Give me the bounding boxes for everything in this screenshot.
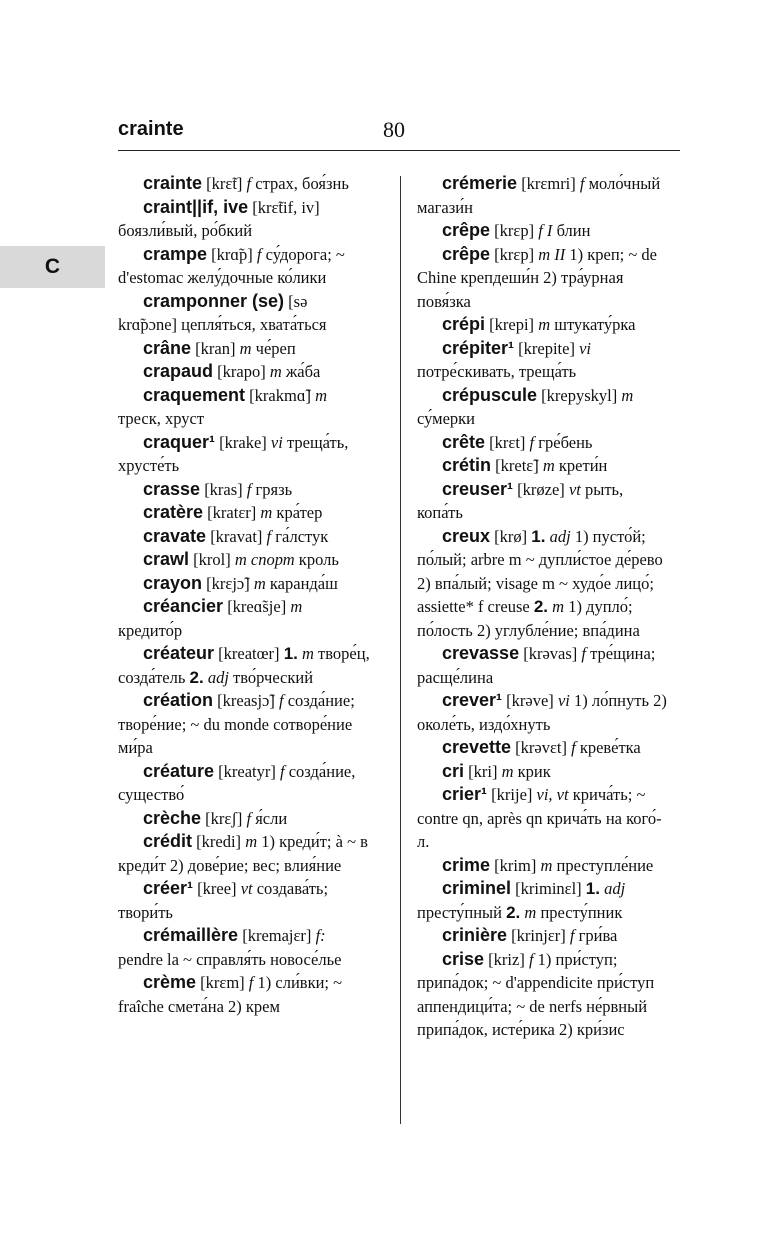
sense-grammar-label: adj xyxy=(604,879,626,898)
entry-pronunciation: [kriz] xyxy=(488,949,525,969)
dictionary-entry xyxy=(417,478,669,525)
dictionary-entry xyxy=(417,431,669,455)
dictionary-entry xyxy=(118,172,370,196)
running-head: crainte xyxy=(118,118,184,140)
entry-grammar-label: f xyxy=(246,479,252,499)
entry-grammar-label: f xyxy=(279,691,284,710)
entry-definition: га́лстук xyxy=(275,526,329,546)
dictionary-entry xyxy=(417,219,669,243)
entry-pronunciation: [kreatyr] xyxy=(218,761,276,781)
dictionary-entry xyxy=(417,877,669,924)
entry-grammar-label: vi, vt xyxy=(536,785,569,804)
dictionary-entry xyxy=(118,760,370,807)
entry-definition: жа́ба xyxy=(285,362,321,381)
dictionary-entry xyxy=(417,854,669,878)
dictionary-entry xyxy=(417,736,669,760)
dictionary-entry xyxy=(118,337,370,361)
entry-pronunciation: [krɛp] xyxy=(494,244,535,264)
entry-definition: боязли́вый, ро́бкий xyxy=(118,221,253,240)
dictionary-entry xyxy=(417,243,669,314)
entry-grammar-label: f xyxy=(571,738,576,757)
thumb-index-tab xyxy=(0,246,105,288)
entry-pronunciation: [kremajɛr] xyxy=(242,926,312,945)
entry-headword: crêpe xyxy=(442,220,491,240)
dictionary-entry xyxy=(118,501,370,525)
entry-grammar-label: m xyxy=(538,315,551,334)
entry-pronunciation: [krol] xyxy=(193,550,231,569)
entry-grammar-label: m xyxy=(540,855,553,875)
entry-headword: cri xyxy=(442,760,465,781)
dictionary-entry xyxy=(118,830,370,877)
entry-grammar-label: f xyxy=(528,949,534,969)
entry-pronunciation: [kravat] xyxy=(210,526,263,546)
entry-definition: создава́ть; твори́ть xyxy=(118,879,329,922)
entry-headword: crayon xyxy=(143,572,203,593)
entry-definition: я́сли xyxy=(255,808,288,828)
entry-definition: преступле́ние xyxy=(556,855,654,875)
sense-grammar-label: adj xyxy=(207,667,229,687)
sense-number: 1. xyxy=(531,526,546,546)
entry-definition: 1) сли́вки; ~ fraîche смета́на 2) крем xyxy=(118,973,343,1016)
entry-pronunciation: [krakmɑ̃] xyxy=(249,385,311,405)
sense-grammar-label: m xyxy=(552,597,565,616)
entry-headword: cravate xyxy=(143,525,207,546)
dictionary-entry xyxy=(417,642,669,689)
dictionary-entry xyxy=(417,313,669,337)
entry-definition: 1) ло́пнуть 2) околе́ть, издо́хнуть xyxy=(417,691,667,734)
entry-definition: треск, хруст xyxy=(118,409,205,428)
entry-definition: гре́бень xyxy=(538,432,593,452)
entry-headword: crépiter¹ xyxy=(442,337,515,358)
entry-headword: crampe xyxy=(143,243,208,264)
entry-definition: созда́ние; творе́ние; ~ du monde сотворе́ние ми́ра xyxy=(118,691,355,757)
entry-pronunciation: [krø] xyxy=(494,526,528,546)
entry-grammar-label: m xyxy=(621,385,634,405)
entry-grammar-label: m xyxy=(542,456,555,475)
entry-pronunciation: [kran] xyxy=(195,338,236,358)
entry-pronunciation: [krəvɛt] xyxy=(515,738,567,757)
dictionary-entry xyxy=(118,595,370,642)
entry-definition: 1) при́ступ; припа́док; ~ d'appendicite при́ступ аппендици́та; ~ de nerfs не́рвный припа́док, исте́рика 2) кри́зис xyxy=(417,949,655,1039)
entry-definition: гри́ва xyxy=(578,926,618,945)
sense-definition: престу́пник xyxy=(540,902,623,922)
sense-grammar-label: adj xyxy=(549,526,571,546)
sense-number: 1. xyxy=(585,879,600,898)
entry-definition: крети́н xyxy=(558,456,608,475)
entry-pronunciation: [kreatœr] xyxy=(218,644,280,663)
entry-headword: creux xyxy=(442,525,491,546)
entry-headword: crever¹ xyxy=(442,690,503,710)
entry-headword: créature xyxy=(143,760,215,781)
entry-definition: су́мерки xyxy=(417,409,475,428)
entry-definition: pendre la ~ справля́ть новосе́лье xyxy=(118,949,342,969)
entry-definition: кра́тер xyxy=(276,503,323,522)
entry-pronunciation: [kri] xyxy=(468,761,498,781)
dictionary-entry xyxy=(417,783,669,854)
sense-definition: творе́ц, созда́тель xyxy=(118,644,370,687)
entry-grammar-label: m II xyxy=(538,244,566,264)
right-column xyxy=(417,172,669,1042)
entry-grammar-label: m xyxy=(260,503,273,522)
entry-pronunciation: [krɛ̃t] xyxy=(206,174,243,193)
entry-definition: кроль xyxy=(298,550,339,569)
entry-pronunciation: [sə krɑ̃pɔne] xyxy=(118,291,308,334)
entry-pronunciation: [krapo] xyxy=(217,362,266,381)
entry-grammar-label: f: xyxy=(315,926,326,945)
sense-number: 2. xyxy=(533,597,549,616)
sense-number: 1. xyxy=(283,644,298,663)
sense-definition: 1) пусто́й; по́лый; arbre m ~ дупли́стое де́рево 2) впа́лый; visage m ~ худо́е лицо́; assiette* f creuse xyxy=(417,526,663,616)
entry-definition: потре́скивать, треща́ть xyxy=(417,362,577,381)
entry-headword: créer¹ xyxy=(143,878,194,898)
entry-headword: crier¹ xyxy=(442,784,488,804)
entry-grammar-label: f xyxy=(266,526,272,546)
entry-definition: блин xyxy=(556,221,591,240)
thumb-index-letter: C xyxy=(44,255,61,278)
entry-headword: creuser¹ xyxy=(442,478,514,499)
entry-definition: грязь xyxy=(255,479,293,499)
entry-headword: crêpe xyxy=(442,243,491,264)
entry-grammar-label: f xyxy=(569,926,575,945)
entry-grammar-label: m xyxy=(245,832,258,851)
entry-headword: crétin xyxy=(442,455,492,475)
entry-pronunciation: [krɛm] xyxy=(200,973,245,992)
entry-grammar-label: m спорт xyxy=(234,550,295,569)
entry-pronunciation: [krɑ̃p] xyxy=(211,244,253,264)
entry-headword: crise xyxy=(442,948,485,969)
entry-headword: criminel xyxy=(442,878,512,898)
entry-grammar-label: m xyxy=(239,338,252,358)
entry-pronunciation: [kreasjɔ̃] xyxy=(217,691,275,710)
dictionary-entry xyxy=(118,924,370,971)
entry-pronunciation: [kree] xyxy=(197,879,237,898)
entry-pronunciation: [krøze] xyxy=(517,479,565,499)
entry-grammar-label: m xyxy=(253,573,266,593)
entry-headword: crevasse xyxy=(442,643,520,663)
entry-pronunciation: [kriminɛl] xyxy=(515,879,582,898)
entry-grammar-label: f xyxy=(246,808,252,828)
entry-definition: су́дорога; ~ d'estomac желу́дочные ко́лики xyxy=(118,244,345,287)
entry-pronunciation: [krɛmri] xyxy=(521,174,576,193)
left-column xyxy=(118,172,370,1018)
entry-pronunciation: [kreɑ̃sje] xyxy=(227,597,287,616)
entry-grammar-label: f xyxy=(581,644,586,663)
entry-definition: крик xyxy=(517,761,551,781)
dictionary-entry xyxy=(118,196,370,243)
entry-headword: crinière xyxy=(442,925,508,945)
entry-pronunciation: [krɛp] xyxy=(494,221,535,240)
sense-grammar-label: m xyxy=(524,902,537,922)
dictionary-entry xyxy=(118,243,370,290)
entry-pronunciation: [krake] xyxy=(219,432,267,452)
entry-definition: треща́ть, хрусте́ть xyxy=(118,432,349,475)
entry-headword: craquement xyxy=(143,384,246,405)
entry-grammar-label: vt xyxy=(568,479,581,499)
entry-pronunciation: [kretɛ̃] xyxy=(495,456,539,475)
entry-grammar-label: vi xyxy=(557,691,570,710)
entry-grammar-label: m xyxy=(501,761,514,781)
entry-pronunciation: [krije] xyxy=(491,785,533,804)
dictionary-entry xyxy=(417,172,669,219)
entry-headword: crainte xyxy=(143,173,203,193)
page-number: 80 xyxy=(383,117,405,142)
entry-definition: моло́чный магази́н xyxy=(417,174,661,217)
sense-definition: престу́пный xyxy=(417,902,502,922)
entry-headword: crépi xyxy=(442,314,486,334)
entry-grammar-label: f xyxy=(256,244,262,264)
entry-definition: креве́тка xyxy=(579,738,641,757)
entry-pronunciation: [krepi] xyxy=(489,315,535,334)
entry-grammar-label: m xyxy=(290,597,303,616)
entry-headword: crèche xyxy=(143,807,202,828)
entry-definition: каранда́ш xyxy=(269,573,338,593)
entry-pronunciation: [krɛʃ] xyxy=(205,808,243,828)
entry-headword: crime xyxy=(442,854,491,875)
entry-grammar-label: m xyxy=(269,362,282,381)
entry-pronunciation: [krɛ̃tif, iv] xyxy=(252,197,320,217)
entry-pronunciation: [krepite] xyxy=(518,338,575,358)
dictionary-entry xyxy=(118,290,370,337)
entry-grammar-label: f I xyxy=(538,221,553,240)
dictionary-entry xyxy=(118,548,370,572)
entry-headword: créancier xyxy=(143,596,224,616)
dictionary-entry xyxy=(118,971,370,1018)
entry-headword: craint||if, ive xyxy=(143,196,249,217)
entry-pronunciation: [krəvas] xyxy=(523,644,578,663)
entry-pronunciation: [kratɛr] xyxy=(207,503,257,522)
entry-definition: страх, боя́знь xyxy=(255,174,349,193)
dictionary-entry xyxy=(118,807,370,831)
sense-definition: 1) дупло́; по́лость 2) углубле́ние; впа́дина xyxy=(417,597,640,640)
dictionary-entry xyxy=(417,760,669,784)
dictionary-entry xyxy=(118,642,370,689)
entry-pronunciation: [kras] xyxy=(204,479,243,499)
entry-headword: crâne xyxy=(143,337,192,358)
dictionary-entry xyxy=(417,337,669,384)
sense-number: 2. xyxy=(189,667,204,687)
entry-pronunciation: [krɛjɔ̃] xyxy=(206,573,250,593)
entry-headword: crémaillère xyxy=(143,925,239,945)
dictionary-entry xyxy=(118,572,370,596)
entry-grammar-label: vt xyxy=(240,879,253,898)
entry-grammar-label: f xyxy=(246,174,252,193)
entry-pronunciation: [krəve] xyxy=(506,691,554,710)
dictionary-entry xyxy=(417,948,669,1042)
entry-definition: тре́щина; расще́лина xyxy=(417,644,656,687)
entry-pronunciation: [krepyskyl] xyxy=(541,385,618,405)
entry-headword: crépuscule xyxy=(442,384,538,405)
dictionary-entry xyxy=(417,454,669,478)
entry-headword: craquer¹ xyxy=(143,431,216,452)
entry-definition: 1) креди́т; à ~ в креди́т 2) дове́рие; вес; влия́ние xyxy=(118,832,368,875)
dictionary-entry xyxy=(417,689,669,736)
dictionary-entry xyxy=(417,924,669,948)
sense-definition: тво́рческий xyxy=(233,667,314,687)
entry-headword: créateur xyxy=(143,643,215,663)
entry-grammar-label: f xyxy=(579,174,585,193)
dictionary-entry xyxy=(118,689,370,760)
dictionary-entry xyxy=(118,525,370,549)
entry-grammar-label: m xyxy=(315,385,327,405)
entry-pronunciation: [krim] xyxy=(494,855,537,875)
dictionary-entry xyxy=(118,431,370,478)
entry-headword: crête xyxy=(442,431,486,452)
entry-headword: crawl xyxy=(143,549,190,569)
header-rule xyxy=(118,150,680,151)
dictionary-entry xyxy=(118,478,370,502)
sense-grammar-label: m xyxy=(302,644,314,663)
entry-headword: cratère xyxy=(143,502,204,522)
entry-grammar-label: vi xyxy=(270,432,283,452)
entry-definition: созда́ние, существо́ xyxy=(118,761,356,804)
entry-definition: че́реп xyxy=(255,338,296,358)
entry-definition: 1) креп; ~ de Chine крепдеши́н 2) тра́урная повя́зка xyxy=(417,244,657,311)
entry-headword: création xyxy=(143,690,214,710)
entry-headword: crémerie xyxy=(442,173,518,193)
entry-headword: crasse xyxy=(143,478,201,499)
entry-pronunciation: [kredi] xyxy=(196,832,242,851)
dictionary-entry xyxy=(118,877,370,924)
column-divider xyxy=(400,176,401,1124)
entry-grammar-label: f xyxy=(248,973,254,992)
dictionary-entry xyxy=(417,384,669,431)
entry-pronunciation: [krinjɛr] xyxy=(511,926,566,945)
dictionary-entry xyxy=(417,525,669,643)
entry-pronunciation: [krɛt] xyxy=(489,432,526,452)
entry-definition: штукату́рка xyxy=(554,315,636,334)
entry-headword: crème xyxy=(143,972,197,992)
entry-definition: рыть, копа́ть xyxy=(417,479,624,522)
entry-definition: цепля́ться, хвата́ться xyxy=(181,315,327,334)
entry-grammar-label: f xyxy=(529,432,535,452)
entry-headword: crevette xyxy=(442,737,512,757)
entry-headword: cramponner (se) xyxy=(143,290,285,311)
sense-number: 2. xyxy=(506,902,521,922)
entry-definition: кредито́р xyxy=(118,620,183,640)
entry-headword: crapaud xyxy=(143,361,214,381)
dictionary-entry xyxy=(118,384,370,431)
dictionary-entry xyxy=(118,360,370,384)
entry-headword: crédit xyxy=(143,831,193,851)
entry-definition: крича́ть; ~ contre qn, après qn крича́ть на кого́-л. xyxy=(417,785,662,851)
entry-grammar-label: f xyxy=(280,761,285,781)
entry-grammar-label: vi xyxy=(579,338,592,358)
